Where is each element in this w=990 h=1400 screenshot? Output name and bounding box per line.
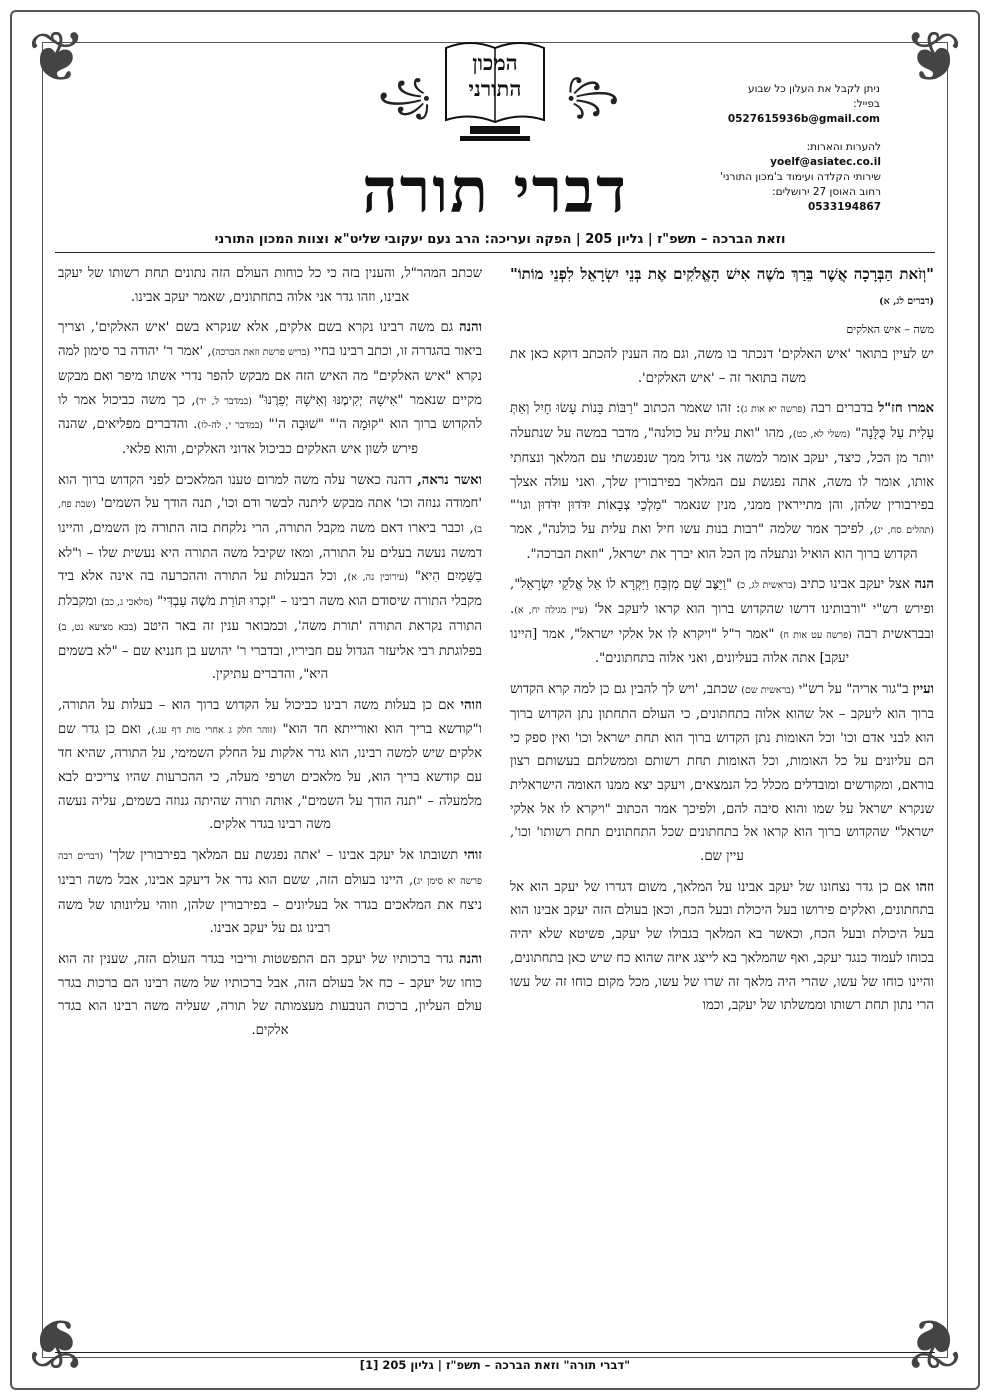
corner-ornament-icon: ❦ — [903, 16, 963, 98]
swirl-ornament-icon: ꧂ — [566, 76, 620, 116]
subscription-email-link[interactable]: 0527615936b@gmail.com — [727, 113, 880, 125]
source-citation: (דברים לג, א) — [879, 296, 934, 307]
page-footer: "דברי תורה" וזאת הברכה – תשפ"ז | גליון 205 [1] — [359, 1358, 631, 1372]
source-citation: (דברים רבה פרשה יא סימן יג) — [58, 851, 482, 887]
lead-word: והנה — [459, 320, 482, 336]
comments-email-link[interactable]: yoelf@asiatec.co.il — [770, 156, 881, 168]
paragraph: וזהו אם כן גדר נצחונו של יעקב אבינו על המלאך, משום דגדרו של יעקב הוא אל בתחתונים, ואלקים פירושו בעל היכולת ובעל הכח, וכאן בעולם הזה יעקב אבינו הוא בעל היכולת ובעל הכח, וכאשר בא המלאך בגבולו של יעקב, פשיטא שלא יהיה בכוחו לעמוד כנגד יעקב, ואף שהמלאך בא לייצג איזה שהוא כח שיש כאן בתחתונים, והיינו כוחו של עשו, שהרי היה מלאך זה שרו של עשו, מכל מקום כוחו זה של עשו הרי נתון תחת רשותו וממשלתו של יעקב, וכמו — [510, 879, 934, 1014]
contact-info — [705, 140, 881, 215]
paragraph: והנה גם משה רבינו נקרא בשם אלקים, אלא שנקרא בשם 'איש האלקים', וצריך ביאור בהגדרה זו, וכתב רבינו בחיי (בריש פרשת וזאת הברכה), 'אמר ר' יהודה בר סימון למה נקרא "איש האלקים" מה האיש הזה אם מבקש להפר נדרי אשתו מיפר ואם מבקש מקיים שנאמר "אִישָׁהּ יְקִימֶנּוּ וְאִישָׁהּ יְפֵרֶנּוּ" (במדבר ל, יד), כך משה כביכול אמר לו להקדוש ברוך הוא "קוּמָה ה'" "שׁוּבָה ה'" (במדבר י, לה-לו). והדברים מפליאים, שהנה פירש לשון איש האלקים כביכול אדוני האלקים, והוא פלאי. — [58, 320, 482, 457]
source-citation: (בבא מציעא נט, ב) — [58, 621, 137, 633]
paragraph: יש לעיין בתואר 'איש האלקים' דנכתר בו משה, וגם מה הענין להכתב דוקא כאן את משה בתואר זה – 'איש האלקים'. — [510, 347, 934, 386]
lead-word: וזוהי — [460, 697, 482, 713]
lead-word: זוהי — [463, 848, 482, 864]
source-citation: (בראשית שם) — [741, 685, 795, 697]
subscription-line: ניתן לקבל את העלון כל שבוע — [748, 83, 880, 95]
mail-label: בפייל: — [853, 98, 880, 110]
left-column — [58, 262, 482, 1347]
source-citation: (בראשית לג, כ) — [736, 580, 797, 592]
source-citation: (תהלים סח, יג) — [873, 524, 934, 536]
source-citation: (בריש פרשת וזאת הברכה) — [211, 347, 311, 359]
opening-verse: "וְזֹאת הַבְּרָכָה אֲשֶׁר בֵּרַךְ מֹשֶׁה אִישׁ הָאֱלֹקִים אֶת בְּנֵי יִשְׂרָאֵל לִפְנֵי מוֹתוֹ" (דברים לג, א) — [510, 265, 934, 307]
logo-text-line2: התורני — [468, 76, 522, 101]
source-citation: (פרשה יא אות ג) — [740, 404, 806, 416]
lead-word: הנה — [914, 577, 934, 593]
source-citation: (מלאכי ג, כב) — [101, 597, 153, 609]
lead-word: והנה — [459, 951, 482, 967]
paragraph: זוהי תשובתו אל יעקב אבינו – 'אתה נפגשת עם המלאך בפירבורין שלך' (דברים רבה פרשה יא סימן יג), היינו בעולם הזה, ששם הוא גדר אל דיעקב אבינו, אבל משה רבינו ניצח את המלאכים בגדר אל בעליונים – בפירבורין שלהן, וזוהי עליונותו של משה רבינו גם על יעקב אבינו. — [58, 848, 482, 937]
subscription-info — [720, 82, 880, 127]
paragraph: ואשר נראה, דהנה כאשר עלה משה למרום טענו המלאכים לפני הקדוש ברוך הוא 'חמודה גנוזה וכו' אתה מבקש ליתנה לבשר ודם וכו', תנה הודך על השמים' (שבת פח, ב), וכבר ביארו דאם משה מקבל התורה, הרי נלקחת בזה התורה מן השמים, והיינו דמשה נעשה בעלים על התורה, ומאז שקיבל משה התורה היא נעשית שלו – ו"לא בַשָּׁמַיִם הִיא" (עירובין נה, א), וכל הבעלות על התורה וההכרעה בה אינה אלא ביד מקבלי התורה שיסודם הוא משה רבינו – "זִכְרוּ תּוֹרַת מֹשֶׁה עַבְדִּי" (מלאכי ג, כב) ומקבלת התורה נקראת התורה 'תורת משה', וכמבואר ענין זה באר היטב (בבא מציעא נט, ב) בפלוגתת רבי אליעזר הגדול עם חביריו, ובדברי ר' יהושע בן חנניא שם – "לא בשמים היא", והדברים עתיקין. — [58, 472, 482, 683]
right-column — [510, 262, 934, 1347]
header-divider — [55, 252, 935, 253]
paragraph: אמרו חז"ל בדברים רבה (פרשה יא אות ג): זהו שאמר הכתוב "רַבּוֹת בָּנוֹת עָשׂוּ חָיִל וְאַתְּ עָלִית עַל כֻּלָּנָה" (משלי לא, כט), מהו "ואת עלית על כולנה", מדבר במשה על שנתעלה יותר מן הכל, כיצד, יעקב אומר למשה אני גדול ממך שנפגשתי עם המלאך ונצחתי אותו, אומר לו משה, אתה נפגשת עם המלאך בפירבורין שלך, ואני עולה אצלך בפירבורין שלהן, והן מתייראין ממני, מנין שנאמר "מַלְכֵי צְבָאוֹת יִדֹּדוּן יִדֹּדוּן וגו'" (תהלים סח, יג), לפיכך אמר שלמה "רבות בנות עשו חיל ואת עלית על כולנה", אמר הקדוש ברוך הוא הואיל ונתעלה מן הכל הוא יברך את ישראל, "וזאת הברכה". — [510, 401, 934, 562]
corner-ornament-icon: ❦ — [27, 1302, 87, 1384]
source-citation: (פרשה עט אות ח) — [779, 629, 852, 641]
masthead-title: דברי תורה — [362, 154, 628, 227]
source-citation: (עירובין נה, א) — [347, 572, 409, 584]
comments-label: להערות והארות: — [806, 141, 881, 153]
source-citation: (שבת פח, ב) — [58, 499, 482, 536]
logo-book-icon — [440, 34, 550, 146]
source-citation: (במדבר י, לה-לו) — [197, 420, 263, 432]
source-citation: (עיין מגילה יח, א) — [514, 605, 588, 617]
paragraph: שכתב המהר"ל, והענין בזה כי כל כוחות העולם הזה נתונים תחת רשותו של יעקב אבינו, וזהו גדר אני אלוה בתחתונים, שאמר יעקב אבינו. — [58, 266, 482, 305]
paragraph: והנה גדר ברכותיו של יעקב הם התפשטות וריבוי בגדר העולם הזה, שענין זה הוא כוחו של יעקב – כח אל בעולם הזה, אבל ברכותיו של משה רבינו הם ברכות בגדר עולם העליון, ברכות הנובעות מעצמותה של תורה, שעליה משה רבינו הוא בגדר אלקים. — [58, 951, 482, 1039]
corner-ornament-icon: ❦ — [903, 1302, 963, 1384]
address-label: רחוב האוסן 27 ירושלים: — [772, 186, 881, 198]
lead-word: ועיין — [912, 682, 934, 698]
source-citation: (משלי לא, כט) — [792, 429, 851, 441]
paragraph: הנה אצל יעקב אבינו כתיב (בראשית לג, כ) "וַיַּצֶּב שָׁם מִזְבֵּחַ וַיִּקְרָא לוֹ אֵל אֱלֹקֵי יִשְׂרָאֵל", ופירש רש"י "ורבותינו דרשו שהקדוש ברוך הוא קראו ליעקב אל' (עיין מגילה יח, א). ובבראשית רבה (פרשה עט אות ח) "אמר ר"ל "ויקרא לו אל אלקי ישראל", אמר [היינו יעקב] אתה אלוה בעליונים, ואני אלוה בתחתונים". — [510, 577, 934, 667]
source-citation: (זוהר חלק ג אחרי מות דף עג.) — [151, 724, 277, 736]
issue-info-line: וזאת הברכה – תשפ"ז | גליון 205 | הפקה ועריכה: הרב נעם יעקובי שליט"א וצוות המכון התורני — [214, 232, 786, 247]
paragraph: וזוהי אם כן בעלות משה רבינו כביכול על הקדוש ברוך הוא – בעלות על התורה, ו"קודשא בריך הוא ואורייתא חד הוא" (זוהר חלק ג אחרי מות דף עג.), ואם כן גדר שם אלקים שיש למשה רבינו, הוא גדר אלקות על החלק השמימי, על התורה, שהיא חד עם קודשא בריך הוא, על מלאכים ושרפי מעלה, כי ההכרעות שהיו צריכים לבא מלמעלה – "תנה הודך על השמים", אותה תורה שהיתה גנוזה בשמים, עליה נעשה משה רבינו בגדר אלקים. — [58, 697, 482, 833]
lead-word: אמרו חז"ל — [878, 401, 934, 417]
source-citation: (במדבר ל, יד) — [195, 395, 252, 407]
footer-divider — [55, 1352, 935, 1353]
lead-word: וזהו — [915, 879, 934, 895]
corner-ornament-icon: ❦ — [27, 16, 87, 98]
phone-number: 0533194867 — [807, 201, 881, 213]
typing-services-line: שירותי הקלדה ועימוד ב'מכון התורני' — [720, 171, 881, 183]
logo-text-line1: המכון — [472, 50, 518, 75]
paragraph: ועיין ב"גור אריה" על רש"י (בראשית שם) שכתב, 'ויש לך להבין גם כן למה קרא הקדוש ברוך הוא ליעקב – אל שהוא אלוה בתחתונים, כי העולם התחתון נתן הקדוש ברוך הוא לבני אדם וכו' וכל האומות נתן הקדוש ברוך הוא תחת ישראל וכו' ואין ספק כי הם עליונים על כל האומות, וכל האומות תחת רשותם וממשלתם בעשותם רצון בוראם, ומקודשים ומובדלים מכלל כל הנמצאים, ויעקב יצא ממנו האומה הישראלית שנקרא ישראל על שמו והוא סיבה להם, ולפיכך אמר הכתוב "ויקרא לו אל אלקי ישראל" שהקדוש ברוך הוא קראו אל בתחתונים שכל התחתונים תחת רשותו' וכו', עיין שם. — [510, 682, 934, 865]
section-heading: משה – איש האלקים — [846, 323, 934, 336]
lead-word: ואשר נראה, — [417, 472, 482, 488]
swirl-ornament-icon: ꧁ — [378, 76, 432, 116]
